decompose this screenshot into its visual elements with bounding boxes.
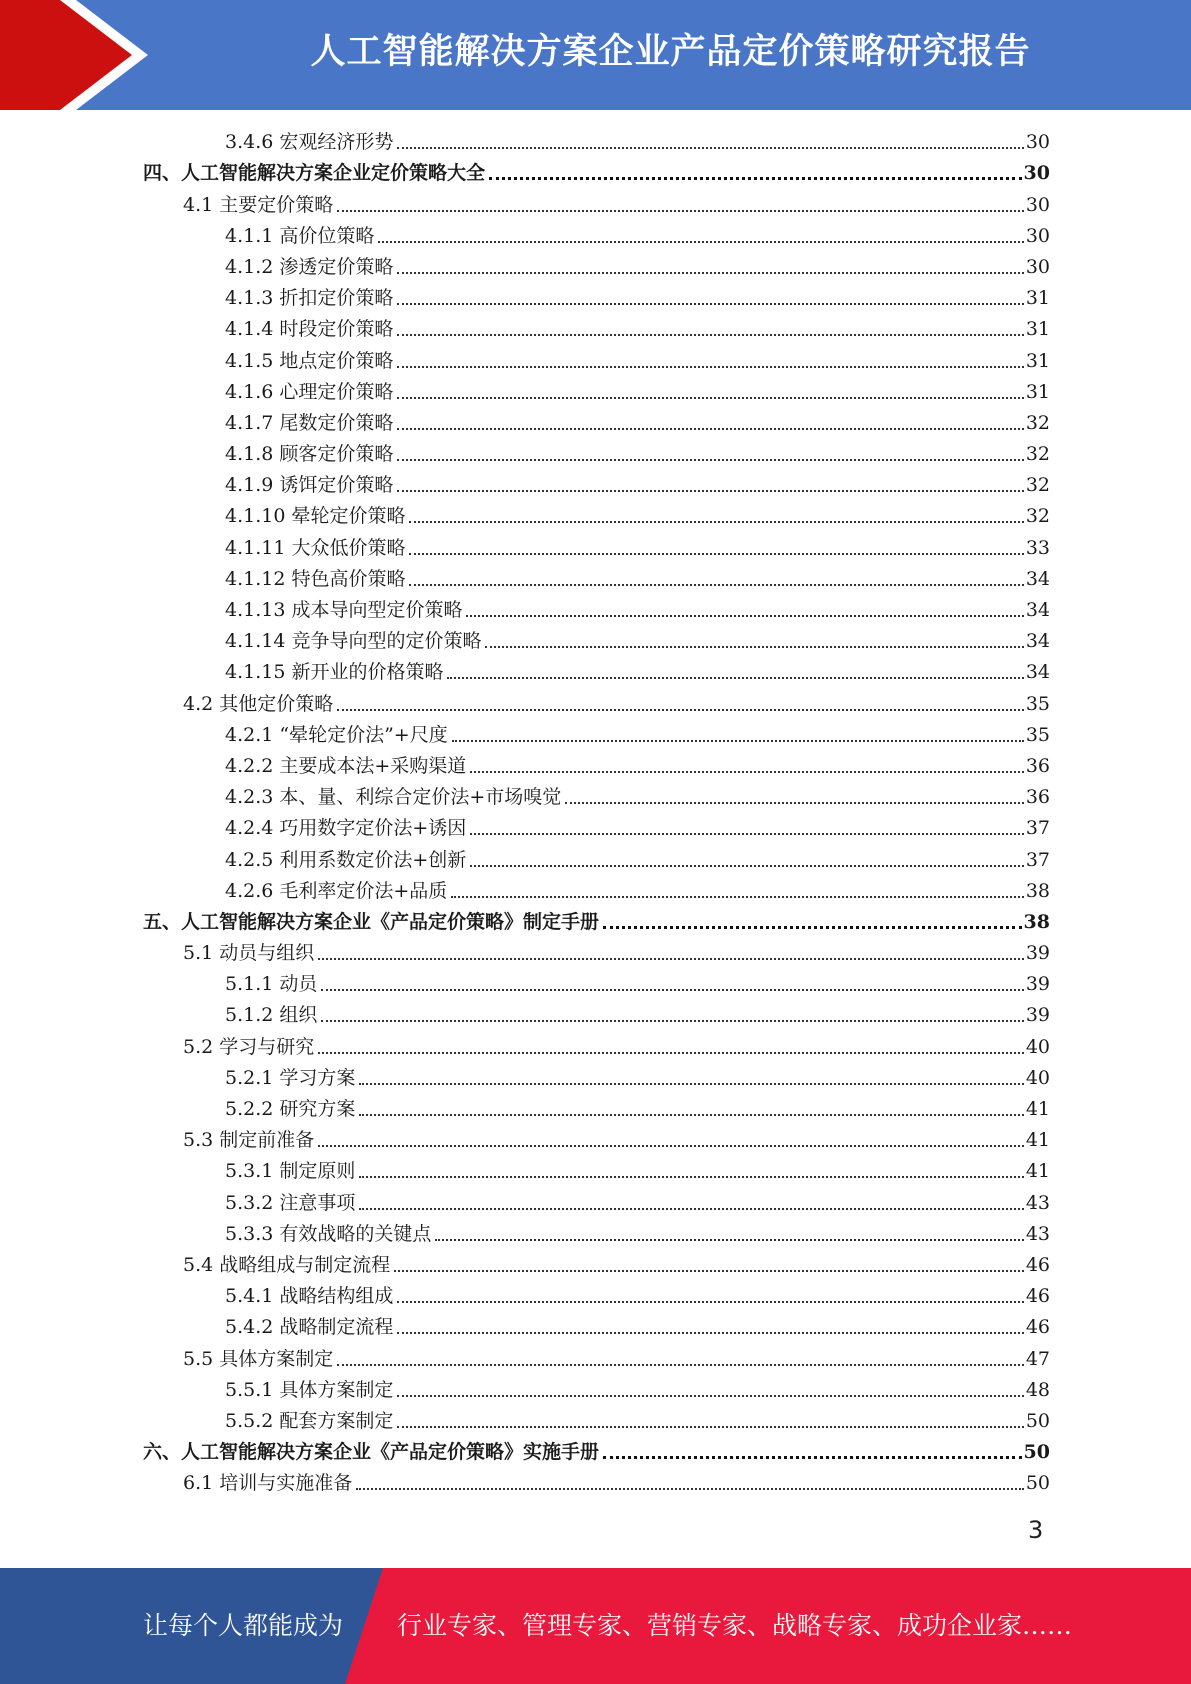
toc-entry-number: 4.1.9 [225, 474, 274, 497]
toc-entry-page: 50 [1025, 1409, 1050, 1432]
toc-entry-number: 4.1.13 [225, 599, 286, 621]
toc-entry-number: 4.1.7 [225, 411, 274, 434]
toc-entry-title: 动员 [279, 973, 318, 996]
toc-entry-title: 五、人工智能解决方案企业《产品定价策略》制定手册 [143, 910, 600, 933]
toc-entry-title: 毛利率定价法+品质 [279, 879, 448, 902]
toc-entry[interactable] [140, 283, 1050, 314]
toc-entry-title: 大众低价策略 [291, 536, 406, 559]
toc-entry-title: 有效战略的关键点 [279, 1222, 432, 1245]
toc-entry-page: 41 [1025, 1160, 1050, 1183]
toc-entry[interactable] [140, 1156, 1050, 1187]
toc-entry-page: 36 [1025, 786, 1050, 809]
toc-dot-leader [489, 177, 1022, 180]
toc-entry-number: 5.2.2 [225, 1098, 274, 1120]
toc-entry-page: 31 [1025, 349, 1050, 372]
toc-entry-page: 32 [1025, 411, 1050, 434]
toc-entry-title: 学习与研究 [219, 1035, 315, 1058]
toc-dot-leader [603, 926, 1022, 929]
toc-entry-title: 战略组成与制定流程 [219, 1253, 391, 1276]
toc-entry-page: 37 [1025, 817, 1050, 840]
toc-dot-leader [397, 147, 1023, 149]
toc-entry[interactable] [140, 345, 1050, 376]
toc-dot-leader [397, 490, 1023, 492]
toc-entry-page: 39 [1025, 942, 1050, 965]
toc-entry-number: 4.1.2 [225, 255, 274, 278]
toc-entry-number: 5.4.2 [225, 1316, 274, 1339]
toc-entry-number: 4.2.2 [225, 754, 274, 777]
toc-entry-number: 4.2.5 [225, 848, 274, 871]
toc-entry-title: 顾客定价策略 [279, 443, 394, 466]
toc-dot-leader [397, 334, 1023, 336]
toc-entry-title: 成本导向型定价策略 [291, 599, 463, 621]
toc-dot-leader [359, 1176, 1023, 1178]
toc-entry-number: 5.2.1 [225, 1066, 274, 1089]
toc-entry[interactable] [140, 1250, 1050, 1281]
toc-dot-leader [470, 771, 1024, 773]
toc-entry[interactable] [140, 626, 1050, 657]
toc-entry-page: 31 [1025, 287, 1050, 310]
toc-entry[interactable] [140, 439, 1050, 470]
toc-entry-number: 5.3 [183, 1129, 214, 1152]
toc-dot-leader [337, 210, 1024, 212]
toc-dot-leader [397, 428, 1023, 430]
toc-entry-title: 心理定价策略 [279, 380, 394, 403]
toc-entry-number: 4.2 [183, 692, 214, 715]
toc-entry-title: 六、人工智能解决方案企业《产品定价策略》实施手册 [143, 1441, 600, 1464]
toc-entry[interactable] [140, 720, 1050, 751]
toc-dot-leader [397, 1332, 1023, 1334]
toc-dot-leader [318, 958, 1024, 960]
toc-entry-number: 4.1.4 [225, 318, 274, 341]
toc-entry-page: 33 [1025, 536, 1050, 559]
toc-entry-title: 本、量、利综合定价法+市场嗅觉 [279, 786, 562, 809]
toc-entry-title: 高价位策略 [279, 224, 375, 247]
toc-entry[interactable] [140, 1281, 1050, 1312]
toc-entry-number: 4.1.10 [225, 505, 286, 528]
toc-entry[interactable] [140, 876, 1050, 907]
toc-entry-number: 4.2.3 [225, 786, 274, 809]
toc-entry-page: 35 [1025, 692, 1050, 715]
toc-entry[interactable] [140, 1125, 1050, 1156]
toc-entry-page: 47 [1025, 1347, 1050, 1370]
toc-entry-page: 32 [1025, 443, 1050, 466]
toc-entry-page: 46 [1025, 1253, 1050, 1276]
toc-entry-number: 5.3.1 [225, 1160, 274, 1183]
toc-entry[interactable] [140, 314, 1050, 345]
toc-entry[interactable] [140, 1312, 1050, 1343]
toc-entry-page: 39 [1025, 973, 1050, 996]
toc-entry[interactable] [140, 782, 1050, 813]
toc-entry[interactable] [140, 1219, 1050, 1250]
toc-entry-page: 32 [1025, 505, 1050, 528]
toc-entry-title: 配套方案制定 [279, 1409, 394, 1432]
toc-dot-leader [337, 1364, 1024, 1366]
toc-entry-number: 4.1.1 [225, 224, 274, 247]
toc-dot-leader [397, 1301, 1023, 1303]
toc-entry-number: 5.1 [183, 942, 214, 965]
toc-entry-page: 48 [1025, 1378, 1050, 1401]
toc-dot-leader [397, 459, 1023, 461]
toc-entry-title: 尾数定价策略 [279, 411, 394, 434]
toc-entry-page: 38 [1023, 910, 1050, 933]
toc-dot-leader [397, 366, 1023, 368]
toc-entry-title: 战略制定流程 [279, 1316, 394, 1339]
toc-entry[interactable] [140, 377, 1050, 408]
toc-entry-page: 39 [1025, 1004, 1050, 1027]
toc-entry-title: 学习方案 [279, 1066, 356, 1089]
toc-entry-page: 34 [1025, 630, 1050, 653]
toc-entry-number: 4.2.6 [225, 879, 274, 902]
footer-slogan-left: 让每个人都能成为 [143, 1611, 344, 1640]
toc-entry-title: 渗透定价策略 [279, 255, 394, 278]
toc-entry-number: 4.1.12 [225, 567, 286, 590]
toc-dot-leader [321, 989, 1023, 991]
toc-entry-title: 制定原则 [279, 1160, 356, 1183]
toc-entry-page: 30 [1025, 224, 1050, 247]
toc-entry-number: 4.2.4 [225, 817, 274, 840]
toc-entry-number: 4.2.1 [225, 723, 274, 746]
toc-entry[interactable] [140, 657, 1050, 688]
toc-dot-leader [397, 1395, 1023, 1397]
toc-entry[interactable] [140, 189, 1050, 220]
toc-entry[interactable] [140, 1343, 1050, 1374]
toc-dot-leader [451, 896, 1024, 898]
toc-entry-title: 组织 [279, 1004, 318, 1027]
toc-entry-number: 5.2 [183, 1035, 214, 1058]
toc-entry-title: 主要定价策略 [219, 193, 334, 216]
toc-entry[interactable] [140, 969, 1050, 1000]
toc-entry-number: 5.1.2 [225, 1004, 274, 1027]
toc-entry-number: 3.4.6 [225, 131, 274, 154]
toc-entry-title: 具体方案制定 [279, 1378, 394, 1401]
toc-entry-page: 30 [1023, 162, 1050, 185]
toc-entry-page: 43 [1025, 1191, 1050, 1214]
toc-entry-title: 晕轮定价策略 [291, 505, 406, 528]
toc-entry-page: 40 [1025, 1035, 1050, 1058]
toc-entry-page: 30 [1025, 255, 1050, 278]
toc-dot-leader [318, 1052, 1024, 1054]
toc-entry-page: 41 [1025, 1098, 1050, 1120]
toc-entry[interactable] [140, 1468, 1050, 1499]
header-banner [0, 0, 1191, 110]
toc-dot-leader [435, 1239, 1023, 1241]
toc-entry[interactable] [140, 1094, 1050, 1125]
toc-entry-title: 培训与实施准备 [219, 1472, 353, 1495]
toc-entry-page: 34 [1025, 599, 1050, 621]
footer-band [0, 1568, 1191, 1684]
toc-entry-title: 巧用数字定价法+诱因 [279, 817, 467, 840]
toc-entry[interactable] [140, 1437, 1050, 1468]
toc-entry-title: 注意事项 [279, 1191, 356, 1214]
toc-dot-leader [603, 1456, 1022, 1459]
toc-entry[interactable] [140, 688, 1050, 719]
toc-entry-number: 5.5.1 [225, 1378, 274, 1401]
toc-entry-page: 35 [1025, 723, 1050, 746]
toc-entry-number: 5.5 [183, 1347, 214, 1370]
toc-entry[interactable] [140, 470, 1050, 501]
toc-entry-title: 制定前准备 [219, 1129, 315, 1152]
toc-entry-page: 40 [1025, 1066, 1050, 1089]
toc-dot-leader [359, 1114, 1023, 1116]
toc-entry[interactable] [140, 1187, 1050, 1218]
toc-entry-page: 41 [1025, 1129, 1050, 1152]
toc-entry-number: 5.3.3 [225, 1222, 274, 1245]
toc-entry-page: 30 [1025, 193, 1050, 216]
toc-entry[interactable] [140, 221, 1050, 252]
toc-entry-title: 宏观经济形势 [279, 131, 394, 154]
toc-dot-leader [359, 1208, 1023, 1210]
toc-entry-page: 37 [1025, 848, 1050, 871]
toc-entry[interactable] [140, 1375, 1050, 1406]
table-of-contents [140, 127, 1050, 1499]
toc-dot-leader [318, 1145, 1024, 1147]
toc-entry-page: 32 [1025, 474, 1050, 497]
toc-entry-title: 竞争导向型的定价策略 [291, 630, 482, 653]
toc-dot-leader [452, 740, 1024, 742]
toc-entry-page: 36 [1025, 754, 1050, 777]
toc-entry[interactable] [140, 844, 1050, 875]
toc-entry-page: 50 [1023, 1441, 1050, 1464]
toc-entry-title: 折扣定价策略 [279, 287, 394, 310]
toc-dot-leader [394, 1270, 1024, 1272]
toc-entry-number: 4.1.14 [225, 630, 286, 653]
toc-entry[interactable] [140, 1406, 1050, 1437]
toc-entry-number: 4.1.15 [225, 661, 286, 684]
toc-dot-leader [321, 1020, 1023, 1022]
toc-dot-leader [447, 677, 1023, 679]
toc-entry-title: 新开业的价格策略 [291, 661, 444, 684]
toc-dot-leader [466, 615, 1023, 617]
toc-entry-number: 4.1.8 [225, 443, 274, 466]
toc-entry[interactable] [140, 1063, 1050, 1094]
toc-entry-title: 其他定价策略 [219, 692, 334, 715]
toc-entry-page: 50 [1025, 1472, 1050, 1495]
toc-dot-leader [409, 553, 1023, 555]
toc-entry-title: 具体方案制定 [219, 1347, 334, 1370]
toc-entry-number: 4.1 [183, 193, 214, 216]
toc-entry[interactable] [140, 1000, 1050, 1031]
toc-entry[interactable] [140, 813, 1050, 844]
toc-entry-number: 5.4.1 [225, 1285, 274, 1308]
toc-entry[interactable] [140, 408, 1050, 439]
toc-entry-title: 特色高价策略 [291, 567, 406, 590]
toc-entry-title: 诱饵定价策略 [279, 474, 394, 497]
toc-entry-number: 5.5.2 [225, 1409, 274, 1432]
toc-dot-leader [397, 397, 1023, 399]
toc-entry-title: 时段定价策略 [279, 318, 394, 341]
toc-entry-title: 四、人工智能解决方案企业定价策略大全 [143, 162, 486, 185]
toc-entry-page: 46 [1025, 1285, 1050, 1308]
toc-entry-number: 4.1.5 [225, 349, 274, 372]
toc-entry-page: 34 [1025, 567, 1050, 590]
toc-entry-number: 6.1 [183, 1472, 214, 1495]
toc-entry-page: 43 [1025, 1222, 1050, 1245]
toc-dot-leader [378, 241, 1023, 243]
toc-entry[interactable] [140, 595, 1050, 626]
toc-dot-leader [470, 833, 1024, 835]
toc-entry-title: “晕轮定价法”+尺度 [279, 723, 448, 746]
footer-slogan-right: 行业专家、管理专家、营销专家、战略专家、成功企业家…… [397, 1611, 1073, 1640]
toc-dot-leader [470, 865, 1024, 867]
toc-entry[interactable] [140, 564, 1050, 595]
toc-entry-number: 4.1.3 [225, 287, 274, 310]
toc-entry[interactable] [140, 532, 1050, 563]
toc-dot-leader [565, 802, 1024, 804]
toc-entry-page: 30 [1025, 131, 1050, 154]
toc-entry-page: 38 [1025, 879, 1050, 902]
toc-entry[interactable] [140, 907, 1050, 938]
toc-dot-leader [356, 1488, 1024, 1490]
toc-entry-number: 4.1.11 [225, 536, 286, 559]
toc-entry-number: 5.4 [183, 1253, 214, 1276]
toc-entry[interactable] [140, 127, 1050, 158]
toc-entry-title: 主要成本法+采购渠道 [279, 754, 467, 777]
toc-dot-leader [485, 646, 1023, 648]
toc-entry[interactable] [140, 1031, 1050, 1062]
toc-entry[interactable] [140, 751, 1050, 782]
toc-dot-leader [397, 272, 1023, 274]
toc-entry-number: 5.1.1 [225, 973, 274, 996]
toc-dot-leader [359, 1083, 1023, 1085]
toc-entry-page: 31 [1025, 380, 1050, 403]
toc-entry-title: 研究方案 [279, 1098, 356, 1120]
toc-dot-leader [337, 709, 1024, 711]
toc-entry-title: 地点定价策略 [279, 349, 394, 372]
toc-entry-page: 46 [1025, 1316, 1050, 1339]
toc-dot-leader [397, 303, 1023, 305]
toc-entry-number: 5.3.2 [225, 1191, 274, 1214]
toc-dot-leader [409, 521, 1023, 523]
report-title: 人工智能解决方案企业产品定价策略研究报告 [310, 32, 1031, 72]
toc-entry-number: 4.1.6 [225, 380, 274, 403]
toc-entry[interactable] [140, 158, 1050, 189]
toc-entry[interactable] [140, 252, 1050, 283]
toc-entry-title: 战略结构组成 [279, 1285, 394, 1308]
toc-dot-leader [409, 584, 1023, 586]
toc-entry[interactable] [140, 501, 1050, 532]
toc-entry-page: 31 [1025, 318, 1050, 341]
toc-entry[interactable] [140, 938, 1050, 969]
page-number: 3 [1028, 1516, 1044, 1544]
toc-entry-title: 利用系数定价法+创新 [279, 848, 467, 871]
toc-entry-title: 动员与组织 [219, 942, 315, 965]
toc-entry-page: 34 [1025, 661, 1050, 684]
toc-dot-leader [397, 1426, 1023, 1428]
